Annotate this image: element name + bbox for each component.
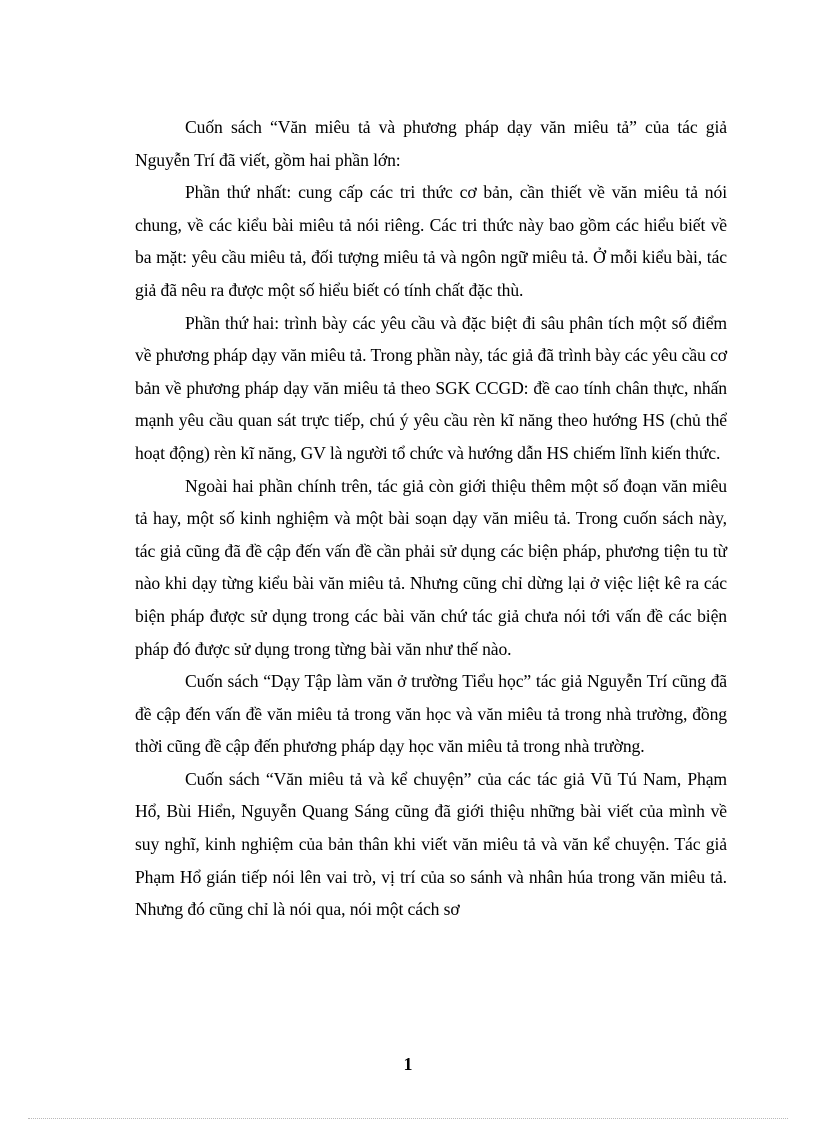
footer-divider	[28, 1118, 788, 1119]
paragraph-5: Cuốn sách “Dạy Tập làm văn ở trường Tiểu học” tác giả Nguyễn Trí cũng đã đề cập đến vấn đề văn miêu tả trong văn học và văn miêu tả trong nhà trường, đồng thời cũng đề cập đến phương pháp dạy học văn miêu tả trong nhà trường.	[135, 671, 727, 757]
body-text	[135, 111, 727, 926]
paragraph-3: Phần thứ hai: trình bày các yêu cầu và đặc biệt đi sâu phân tích một số điểm về phương pháp dạy văn miêu tả. Trong phần này, tác giả đã trình bày các yêu cầu cơ bản về phương pháp dạy văn miêu tả theo SGK CCGD: đề cao tính chân thực, nhấn mạnh yêu cầu quan sát trực tiếp, chú ý yêu cầu rèn kĩ năng theo hướng HS (chủ thể hoạt động) rèn kĩ năng, GV là người tổ chức và hướng dẫn HS chiếm lĩnh kiến thức.	[135, 312, 727, 463]
page-number: 1	[403, 1054, 413, 1074]
paragraph-4: Ngoài hai phần chính trên, tác giả còn giới thiệu thêm một số đoạn văn miêu tả hay, một số kinh nghiệm và một bài soạn dạy văn miêu tả. Trong cuốn sách này, tác giả cũng đã đề cập đến vấn đề cần phải sử dụng các biện pháp, phương tiện tu từ nào khi dạy từng kiểu bài văn miêu tả. Nhưng cũng chỉ dừng lại ở việc liệt kê ra các biện pháp được sử dụng trong các bài văn chứ tác giả chưa nói tới vấn đề các biện pháp đó được sử dụng trong từng bài văn như thế nào.	[135, 475, 727, 659]
paragraph-6: Cuốn sách “Văn miêu tả và kể chuyện” của các tác giả Vũ Tú Nam, Phạm Hổ, Bùi Hiển, Nguyễn Quang Sáng cũng đã giới thiệu những bài viết của mình về suy nghĩ, kinh nghiệm của bản thân khi viết văn miêu tả và văn kể chuyện. Tác giả Phạm Hổ gián tiếp nói lên vai trò, vị trí của so sánh và nhân húa trong văn miêu tả. Nhưng đó cũng chỉ là nói qua, nói một cách sơ	[135, 768, 727, 920]
paragraph-1: Cuốn sách “Văn miêu tả và phương pháp dạy văn miêu tả” của tác giả Nguyễn Trí đã viết, gồm hai phần lớn:	[135, 117, 727, 170]
paragraph-2: Phần thứ nhất: cung cấp các tri thức cơ bản, cần thiết về văn miêu tả nói chung, về các kiểu bài miêu tả nói riêng. Các tri thức này bao gồm các hiểu biết về ba mặt: yêu cầu miêu tả, đối tượng miêu tả và ngôn ngữ miêu tả. Ở mỗi kiểu bài, tác giả đã nêu ra được một số hiểu biết có tính chất đặc thù.	[135, 182, 727, 300]
